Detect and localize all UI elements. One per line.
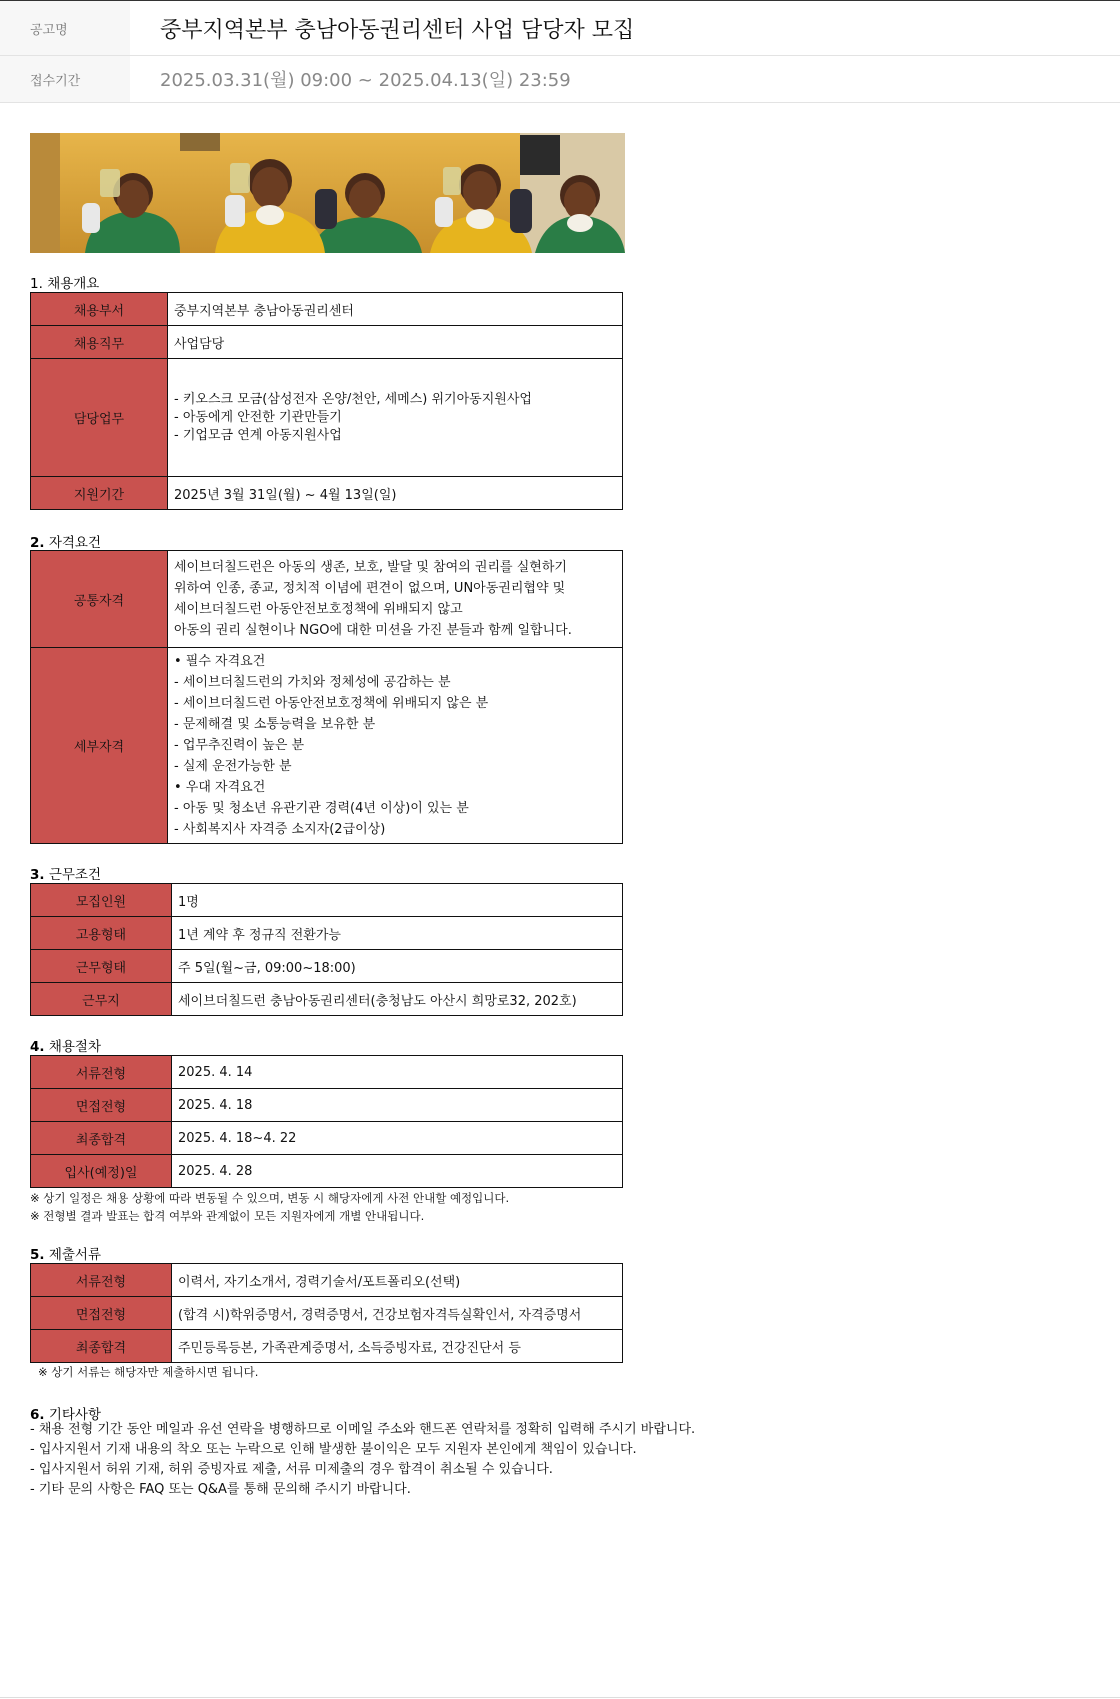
note-line: ※ 전형별 결과 발표는 합격 여부와 관계없이 모든 지원자에게 개별 안내됩니다.	[30, 1209, 425, 1223]
row-value: 1명	[172, 884, 623, 917]
table-row	[31, 1297, 623, 1330]
period-row	[0, 56, 1120, 103]
section-number: 2.	[30, 535, 45, 551]
row-key: 입사(예정)일	[31, 1155, 172, 1188]
text-line: 세이브더칠드런 아동안전보호정책에 위배되지 않고	[174, 602, 463, 617]
row-key: 고용형태	[31, 917, 172, 950]
text-line: - 세이브더칠드런의 가치와 정체성에 공감하는 분	[174, 675, 451, 690]
section-title: 근무조건	[48, 867, 101, 883]
row-value: 2025. 4. 18	[172, 1089, 623, 1122]
row-key: 담당업무	[31, 359, 168, 477]
table-row	[31, 648, 623, 844]
row-value: 주민등록등본, 가족관계증명서, 소득증빙자료, 건강진단서 등	[172, 1330, 623, 1363]
table-row	[31, 884, 623, 917]
section-number: 4.	[30, 1039, 45, 1055]
table-row	[31, 293, 623, 326]
row-key: 최종합격	[31, 1122, 172, 1155]
row-key: 서류전형	[31, 1056, 172, 1089]
table-row	[31, 1089, 623, 1122]
row-key: 모집인원	[31, 884, 172, 917]
documents-table	[30, 1263, 623, 1363]
note-line: ※ 상기 일정은 채용 상황에 따라 변동될 수 있으며, 변동 시 해당자에게 사전 안내할 예정입니다.	[30, 1191, 510, 1205]
text-line: - 세이브더칠드런 아동안전보호정책에 위배되지 않은 분	[174, 696, 489, 711]
row-key: 근무지	[31, 983, 172, 1016]
table-row	[31, 477, 623, 510]
text-line: - 문제해결 및 소통능력을 보유한 분	[174, 717, 376, 732]
row-key: 공통자격	[31, 551, 168, 648]
table-row	[31, 983, 623, 1016]
row-key: 면접전형	[31, 1297, 172, 1330]
list-item: - 기업모금 연계 아동지원사업	[174, 427, 342, 443]
title-label: 공고명	[0, 1, 130, 55]
work-conditions-table	[30, 883, 623, 1016]
list-item: - 입사지원서 허위 기재, 허위 증빙자료 제출, 서류 미제출의 경우 합격이 취소될 수 있습니다.	[30, 1462, 553, 1477]
text-line: • 우대 자격요건	[174, 780, 266, 795]
section-number: 3.	[30, 867, 45, 883]
section-title: 채용절차	[48, 1039, 101, 1055]
row-value: 1년 계약 후 정규직 전환가능	[172, 917, 623, 950]
row-key: 채용부서	[31, 293, 168, 326]
row-key: 근무형태	[31, 950, 172, 983]
row-value: 사업담당	[168, 326, 623, 359]
table-row	[31, 1264, 623, 1297]
list-item: - 채용 전형 기간 동안 메일과 유선 연락을 병행하므로 이메일 주소와 핸드폰 연락처를 정확히 입력해 주시기 바랍니다.	[30, 1422, 696, 1437]
section-1-heading	[30, 272, 99, 292]
list-item: - 키오스크 모금(삼성전자 온양/천안, 세메스) 위기아동지원사업	[174, 391, 532, 407]
process-table	[30, 1055, 623, 1188]
section-number: 1.	[30, 276, 43, 292]
text-line: - 실제 운전가능한 분	[174, 759, 292, 774]
table-row	[31, 1122, 623, 1155]
application-period: 2025.03.31(월) 09:00 ~ 2025.04.13(일) 23:59	[160, 70, 571, 91]
section-number: 5.	[30, 1247, 45, 1263]
list-item: - 기타 문의 사항은 FAQ 또는 Q&A를 통해 문의해 주시기 바랍니다.	[30, 1482, 411, 1497]
section-number: 6.	[30, 1407, 45, 1423]
duties-cell	[168, 359, 623, 477]
text-line: 세이브더칠드런은 아동의 생존, 보호, 발달 및 참여의 권리를 실현하기	[174, 560, 567, 575]
section-title: 제출서류	[48, 1247, 101, 1263]
table-row	[31, 917, 623, 950]
row-key: 채용직무	[31, 326, 168, 359]
section-title: 채용개요	[47, 276, 100, 292]
table-row	[31, 1155, 623, 1188]
qualification-table	[30, 550, 623, 844]
table-row	[31, 551, 623, 648]
table-row	[31, 359, 623, 477]
banner-image	[30, 133, 625, 253]
row-value: (합격 시)학위증명서, 경력증명서, 건강보험자격득실확인서, 자격증명서	[172, 1297, 623, 1330]
row-key: 지원기간	[31, 477, 168, 510]
posting-title: 중부지역본부 충남아동권리센터 사업 담당자 모집	[160, 17, 635, 43]
section-title: 기타사항	[48, 1407, 101, 1423]
process-notes	[30, 1189, 509, 1225]
row-value: 2025년 3월 31일(월) ~ 4월 13일(일)	[168, 477, 623, 510]
detail-qual-cell	[168, 648, 623, 844]
row-value: 주 5일(월~금, 09:00~18:00)	[172, 950, 623, 983]
text-line: • 필수 자격요건	[174, 654, 266, 669]
table-row	[31, 1330, 623, 1363]
text-line: - 아동 및 청소년 유관기관 경력(4년 이상)이 있는 분	[174, 801, 469, 816]
period-label: 접수기간	[0, 56, 130, 102]
row-value: 2025. 4. 18~4. 22	[172, 1122, 623, 1155]
row-key: 최종합격	[31, 1330, 172, 1363]
title-row	[0, 1, 1120, 56]
row-key: 세부자격	[31, 648, 168, 844]
etc-list	[30, 1420, 695, 1500]
section-4-heading	[30, 1035, 101, 1055]
section-2-heading	[30, 531, 101, 551]
section-5-heading	[30, 1243, 101, 1263]
text-line: 위하여 인종, 종교, 정치적 이념에 편견이 없으며, UN아동권리협약 및	[174, 581, 566, 596]
row-value: 세이브더칠드런 충남아동권리센터(충청남도 아산시 희망로32, 202호)	[172, 983, 623, 1016]
row-key: 면접전형	[31, 1089, 172, 1122]
row-value: 이력서, 자기소개서, 경력기술서/포트폴리오(선택)	[172, 1264, 623, 1297]
common-qual-cell	[168, 551, 623, 648]
list-item: - 입사지원서 기재 내용의 착오 또는 누락으로 인해 발생한 불이익은 모두 지원자 본인에게 책임이 있습니다.	[30, 1442, 637, 1457]
row-key: 서류전형	[31, 1264, 172, 1297]
row-value: 중부지역본부 충남아동권리센터	[168, 293, 623, 326]
table-row	[31, 950, 623, 983]
documents-note: ※ 상기 서류는 해당자만 제출하시면 됩니다.	[38, 1365, 259, 1379]
text-line: - 업무추진력이 높은 분	[174, 738, 305, 753]
section-title: 자격요건	[48, 535, 101, 551]
text-line: 아동의 권리 실현이나 NGO에 대한 미션을 가진 분들과 함께 일합니다.	[174, 623, 572, 638]
bottom-border	[0, 1697, 1120, 1698]
row-value: 2025. 4. 28	[172, 1155, 623, 1188]
text-line: - 사회복지사 자격증 소지자(2급이상)	[174, 822, 386, 837]
section-3-heading	[30, 863, 101, 883]
list-item: - 아동에게 안전한 기관만들기	[174, 409, 342, 425]
overview-table	[30, 292, 623, 510]
table-row	[31, 1056, 623, 1089]
row-value: 2025. 4. 14	[172, 1056, 623, 1089]
table-row	[31, 326, 623, 359]
